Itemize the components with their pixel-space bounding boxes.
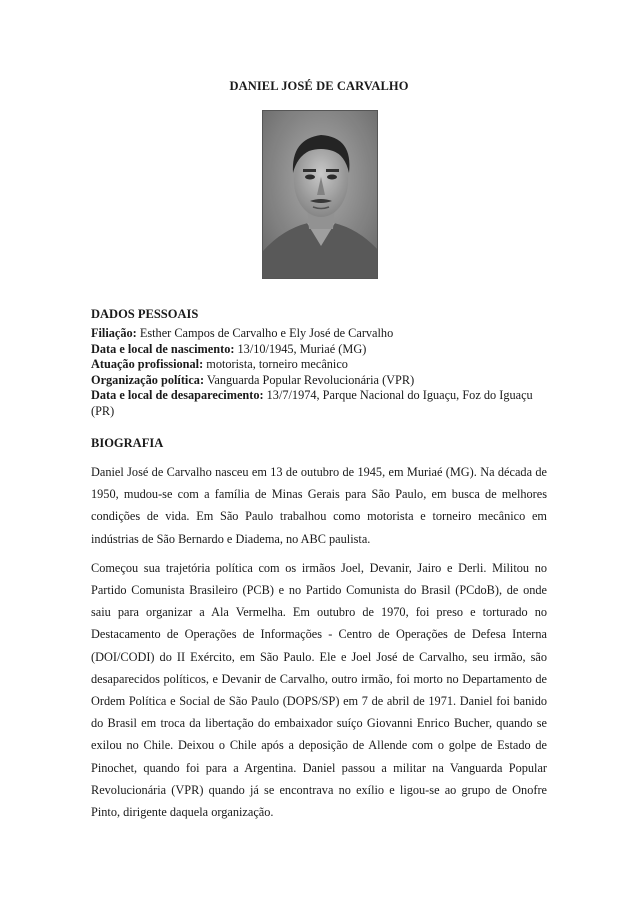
page-title: DANIEL JOSÉ DE CARVALHO	[229, 79, 409, 93]
document-body	[91, 306, 547, 830]
field-disappearance	[91, 388, 547, 419]
field-birth	[91, 342, 547, 358]
personal-data-list	[91, 326, 547, 419]
field-organization	[91, 373, 547, 389]
field-value: Vanguarda Popular Revolucionária (VPR)	[206, 372, 415, 387]
field-profession	[91, 357, 547, 373]
biography-heading: BIOGRAFIA	[91, 436, 164, 450]
personal-data-heading: DADOS PESSOAIS	[91, 307, 199, 321]
portrait-image	[263, 111, 378, 279]
field-value: Esther Campos de Carvalho e Ely José de Carvalho	[139, 326, 394, 340]
field-value: motorista, torneiro mecânico	[206, 357, 348, 371]
field-value: 13/10/1945, Muriaé (MG)	[237, 341, 367, 356]
field-label: Filiação:	[91, 326, 137, 340]
field-value: 13/7/1974, Parque Nacional do Iguaçu, Foz do Iguaçu (PR)	[91, 388, 533, 418]
field-label: Data e local de nascimento:	[91, 341, 235, 356]
field-label: Data e local de desaparecimento:	[91, 388, 264, 402]
field-filiation	[91, 326, 547, 342]
portrait-photo	[262, 110, 378, 279]
biography-paragraph: Daniel José de Carvalho nasceu em 13 de outubro de 1945, em Muriaé (MG). Na década de 1950, mudou-se com a família de Minas Gerais para São Paulo, em busca de melhores condições de vida. Em São Paulo trabalhou como motorista e torneiro mecânico em indústrias de São Bernardo e Diadema, no ABC paulista.	[91, 465, 547, 546]
biography-paragraph: Começou sua trajetória política com os irmãos Joel, Devanir, Jairo e Derli. Militou no Partido Comunista Brasileiro (PCB) e no Partido Comunista do Brasil (PCdoB), de onde saiu para organizar a Ala Vermelha. Em outubro de 1970, foi preso e torturado no Destacamento de Operações de Informações - Centro de Operações de Defesa Interna (DOI/CODI) do II Exército, em São Paulo. Ele e Joel José de Carvalho, seu irmão, são desaparecidos políticos, e Devanir de Carvalho, outro irmão, foi morto no Departamento de Ordem Política e Social de São Paulo (DOPS/SP) em 7 de abril de 1971. Daniel foi banido do Brasil em troca da libertação do embaixador suíço Giovanni Enrico Bucher, quando se exilou no Chile. Deixou o Chile após a deposição de Allende com o golpe de Estado de Pinochet, quando foi para a Argentina. Daniel passou a militar na Vanguarda Popular Revolucionária (VPR) quando já se encontrava no exílio e ligou-se ao grupo de Onofre Pinto, dirigente daquela organização.	[91, 560, 547, 820]
field-label: Organização política:	[91, 372, 205, 387]
field-label: Atuação profissional:	[91, 357, 204, 371]
